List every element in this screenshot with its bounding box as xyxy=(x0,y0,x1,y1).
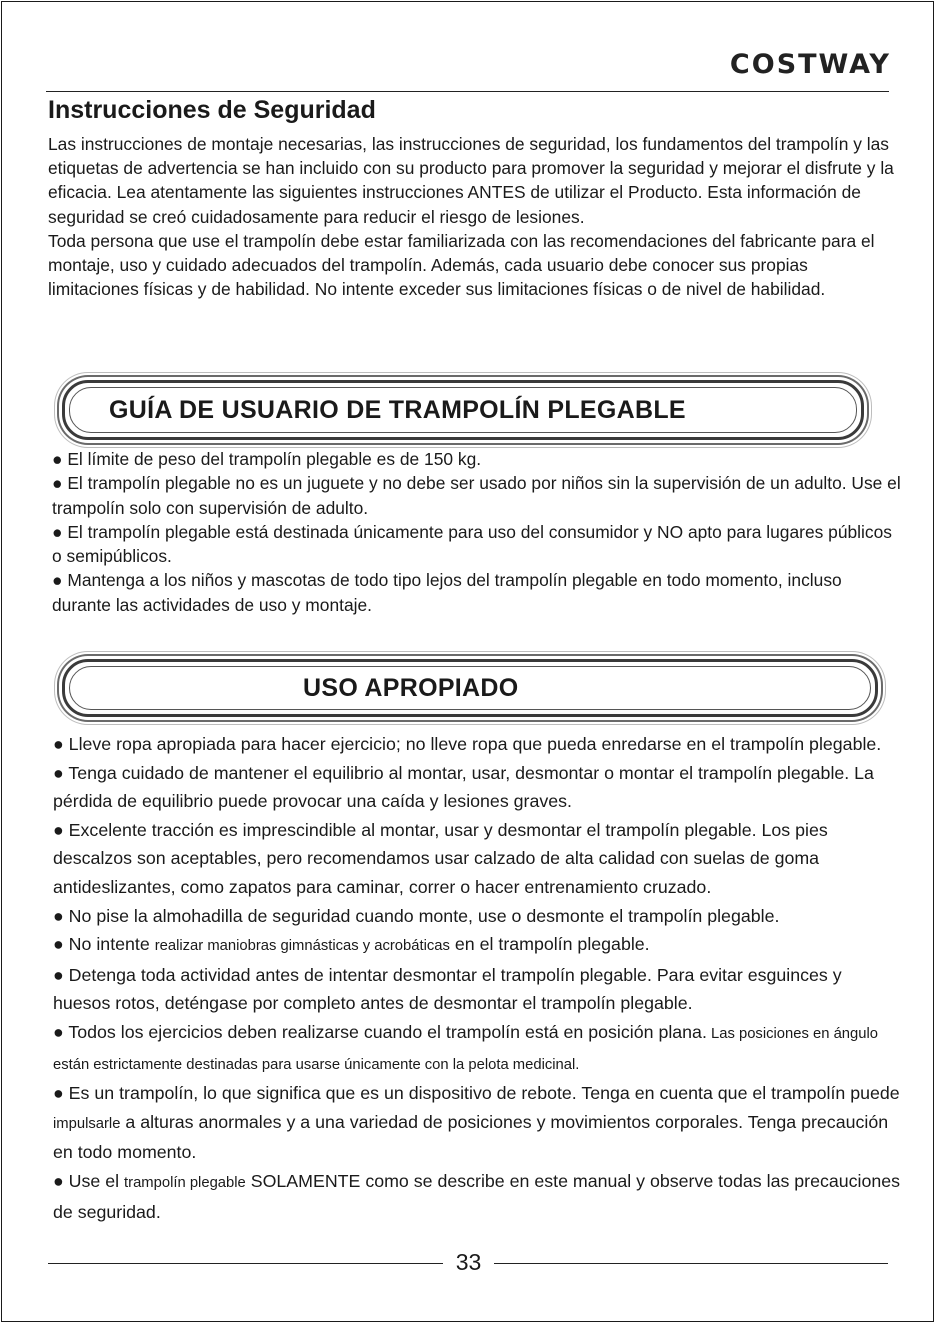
guide-list xyxy=(52,447,902,617)
list-item-small-text: realizar maniobras gimnásticas y acrobáticas xyxy=(154,938,450,955)
safety-paragraph: Las instrucciones de montaje necesarias, las instrucciones de seguridad, los fundamentos del trampolín y las etiquetas de advertencia se han incluido con su producto para promover la seguridad y mejorar el disfrute y la eficacia. Lea atentamente las siguientes instrucciones ANTES de utilizar el Producto. Esta información de seguridad se creó cuidadosamente para reducir el riesgo de lesiones. xyxy=(48,134,894,227)
list-item: ● No pise la almohadilla de seguridad cuando monte, use o desmonte el trampolín plegable. xyxy=(53,905,780,926)
list-item-text: ● Use el xyxy=(53,1170,125,1191)
list-item-text: ● No intente xyxy=(53,934,155,955)
list-item: ● El límite de peso del trampolín plegable es de 150 kg. xyxy=(52,449,482,469)
list-item-text: en el trampolín plegable. xyxy=(449,934,650,955)
list-item-text: ● Es un trampolín, lo que significa que es un dispositivo de rebote. Tenga en cuenta que el trampolín puede xyxy=(53,1083,900,1104)
header-divider xyxy=(46,91,889,92)
list-item xyxy=(53,1167,903,1226)
usage-title: USO APROPIADO xyxy=(303,673,519,702)
list-item xyxy=(53,1079,903,1167)
footer-divider-left xyxy=(48,1263,443,1264)
list-item: ● Mantenga a los niños y mascotas de todo tipo lejos del trampolín plegable en todo momento, incluso durante las actividades de uso y montaje. xyxy=(52,570,842,615)
usage-banner xyxy=(62,659,878,717)
safety-title: Instrucciones de Seguridad xyxy=(48,96,376,124)
list-item xyxy=(53,930,903,961)
guide-title: GUÍA DE USUARIO DE TRAMPOLÍN PLEGABLE xyxy=(109,395,686,424)
list-item-text: ● Todos los ejercicios deben realizarse cuando el trampolín está en posición plana. xyxy=(53,1021,707,1042)
list-item: ● El trampolín plegable está destinada únicamente para uso del consumidor y NO apto para lugares públicos o semipúblicos. xyxy=(52,521,892,567)
list-item-small-text: trampolín plegable xyxy=(124,1174,246,1191)
list-item: ● Lleve ropa apropiada para hacer ejercicio; no lleve ropa que pueda enredarse en el trampolín plegable. xyxy=(53,734,882,754)
list-item-text: SOLAMENTE como se describe en este manual y observe todas las precauciones de seguridad. xyxy=(53,1170,901,1222)
list-item: ● Excelente tracción es imprescindible al montar, usar y desmontar el trampolín plegable. Los pies descalzos son aceptables, pero recomendamos usar calzado de alta calidad con suelas de goma antideslizantes, como zapatos para caminar, correr o hacer entrenamiento cruzado. xyxy=(53,819,828,897)
safety-paragraph: Toda persona que use el trampolín debe estar familiarizada con las recomendaciones del fabricante para el montaje, uso y cuidado adecuados del trampolín. Además, cada usuario debe conocer sus propias limitaciones físicas y de habilidad. No intente exceder sus limitaciones físicas o de nivel de habilidad. xyxy=(48,230,875,300)
list-item xyxy=(53,1018,903,1079)
list-item-small-text: impulsarle xyxy=(53,1115,121,1132)
page-number: 33 xyxy=(455,1249,482,1275)
footer-divider-right xyxy=(494,1263,888,1264)
list-item: ● Tenga cuidado de mantener el equilibrio al montar, usar, desmontar o montar el trampolín plegable. La pérdida de equilibrio puede provocar una caída y lesiones graves. xyxy=(53,762,874,812)
guide-banner xyxy=(62,380,864,440)
safety-intro xyxy=(48,132,898,301)
list-item-small-text: Las posiciones en ángulo están estrictamente destinadas para usarse únicamente con la pelota medicinal. xyxy=(53,1025,879,1073)
list-item: ● El trampolín plegable no es un juguete y no debe ser usado por niños sin la supervisión de un adulto. Use el trampolín solo con supervisión de adulto. xyxy=(52,473,901,518)
usage-list xyxy=(53,730,903,1226)
brand-logo: COSTWAY xyxy=(729,49,891,80)
list-item-text: a alturas anormales y a una variedad de posiciones y movimientos corporales. Tenga precaución en todo momento. xyxy=(53,1111,889,1163)
list-item: ● Detenga toda actividad antes de intentar desmontar el trampolín plegable. Para evitar esguinces y huesos rotos, deténgase por completo antes de desmontar el trampolín plegable. xyxy=(53,964,842,1014)
